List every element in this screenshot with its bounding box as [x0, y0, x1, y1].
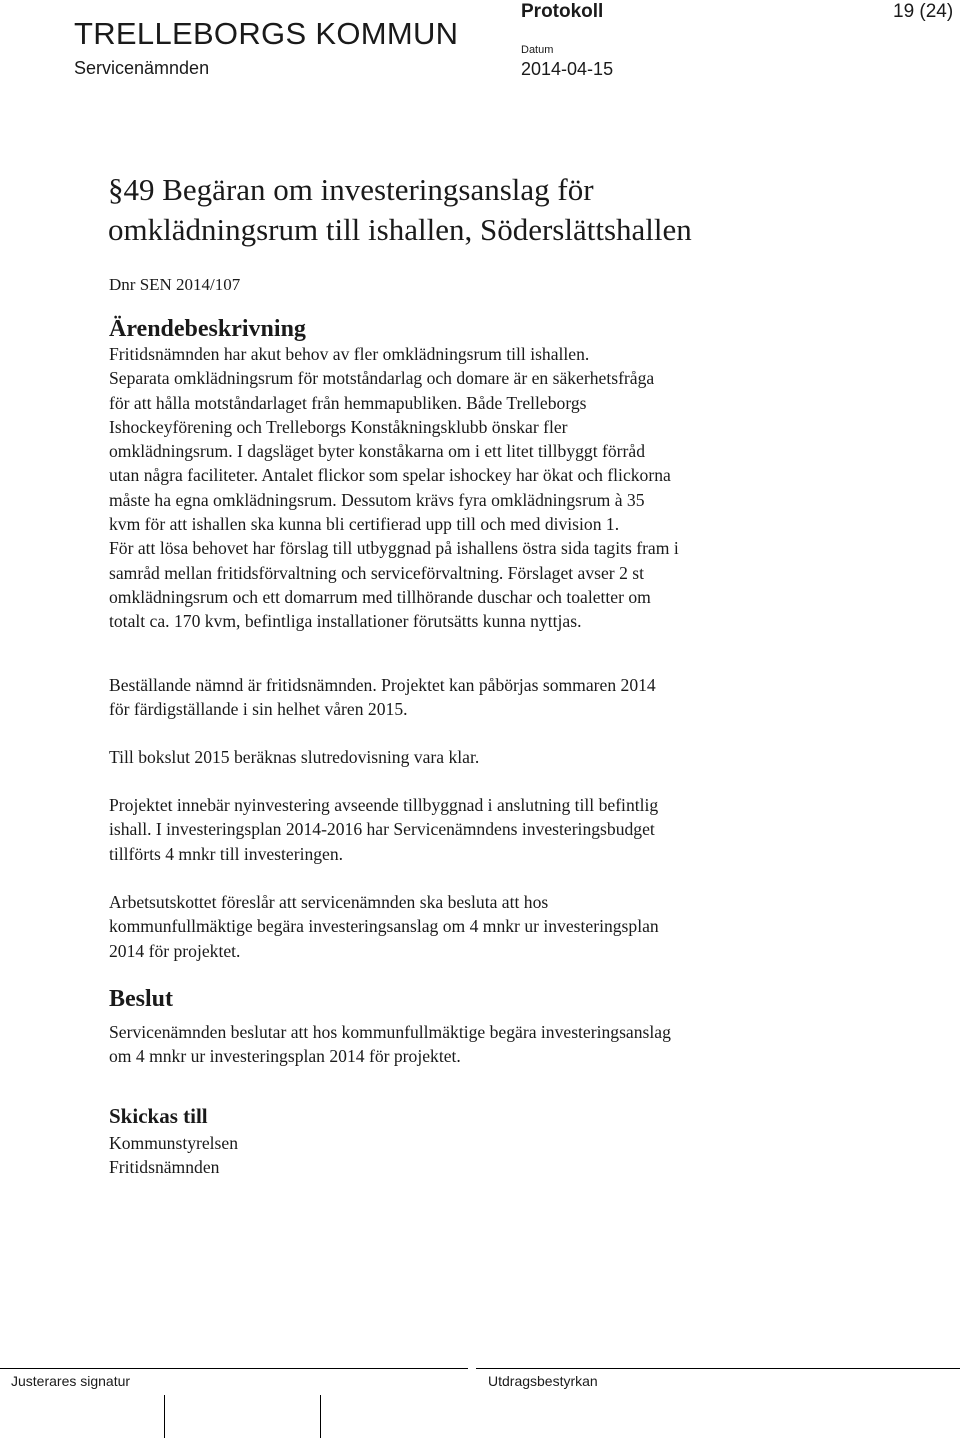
title-line: §49 Begäran om investeringsanslag för [108, 172, 594, 207]
decision-text [109, 1020, 671, 1069]
signature-label: Justerares signatur [11, 1373, 131, 1389]
footer [0, 1368, 960, 1438]
footer-rule-left [0, 1368, 468, 1369]
text-line: 2014 för projektet. [109, 940, 241, 961]
recipient-list [109, 1131, 238, 1180]
paragraph [109, 342, 679, 634]
extract-label: Utdragsbestyrkan [488, 1373, 598, 1389]
signature-box-divider [320, 1395, 321, 1438]
page-number: 19 (24) [893, 1, 954, 22]
text-line: totalt ca. 170 kvm, befintliga installationer förutsätts kunna nyttjas. [109, 611, 582, 632]
text-line: måste ha egna omklädningsrum. Dessutom krävs fyra omklädningsrum à 35 [109, 489, 645, 510]
text-line: för färdigställande i sin helhet våren 2015. [109, 699, 408, 720]
paragraph [109, 745, 479, 769]
recipient: Kommunstyrelsen [109, 1133, 239, 1153]
text-line: kommunfullmäktige begära investeringsanslag om 4 mnkr ur investeringsplan [109, 916, 659, 937]
text-line: Arbetsutskottet föreslår att servicenämnden ska besluta att hos [109, 892, 549, 912]
text-line: Till bokslut 2015 beräknas slutredovisning vara klar. [109, 747, 480, 767]
text-line: kvm för att ishallen ska kunna bli certifierad upp till och med division 1. [109, 514, 620, 535]
paragraph [109, 673, 656, 722]
department-name: Servicenämnden [74, 58, 210, 78]
footer-rule-right [476, 1368, 960, 1369]
text-line: Servicenämnden beslutar att hos kommunfullmäktige begära investeringsanslag [109, 1022, 671, 1042]
title-line: omklädningsrum till ishallen, Söderslättshallen [108, 212, 692, 247]
document-type: Protokoll [521, 1, 604, 22]
text-line: omklädningsrum och ett domarrum med tillhörande duschar och toaletter om [109, 586, 651, 607]
signature-box-divider [164, 1395, 165, 1438]
text-line: samråd mellan fritidsförvaltning och serviceförvaltning. Förslaget avser 2 st [109, 562, 644, 583]
text-line: För att lösa behovet har förslag till utbyggnad på ishallens östra sida tagits fram i [109, 538, 679, 559]
text-line: Beställande nämnd är fritidsnämnden. Projektet kan påbörjas sommaren 2014 [109, 675, 656, 695]
recipient: Fritidsnämnden [109, 1157, 220, 1178]
text-line: Projektet innebär nyinvestering avseende tillbyggnad i anslutning till befintlig [109, 795, 659, 815]
text-line: om 4 mnkr ur investeringsplan 2014 för projektet. [109, 1046, 461, 1067]
text-line: Separata omklädningsrum för motståndarlag och domare är en säkerhetsfråga [109, 368, 655, 389]
text-line: Ishockeyförening och Trelleborgs Konståkningsklubb önskar fler [109, 416, 568, 437]
text-line: ishall. I investeringsplan 2014-2016 har Servicenämndens investeringsbudget [109, 819, 655, 840]
paragraph [109, 793, 658, 866]
send-to-heading: Skickas till [109, 1104, 208, 1128]
case-number: Dnr SEN 2014/107 [109, 275, 241, 294]
text-line: för att hålla motståndarlaget från hemmapubliken. Både Trelleborgs [109, 392, 587, 413]
text-line: omklädningsrum. I dagsläget byter konståkarna om i ett litet tillbyggt förråd [109, 441, 645, 462]
text-line: Fritidsnämnden har akut behov av fler omklädningsrum till ishallen. [109, 344, 590, 364]
organization-name: TRELLEBORGS KOMMUN [74, 16, 459, 51]
paragraph [109, 890, 659, 963]
decision-heading: Beslut [109, 986, 174, 1012]
date-label: Datum [521, 44, 554, 56]
text-line: tillförts 4 mnkr till investeringen. [109, 843, 344, 864]
date-value: 2014-04-15 [521, 59, 614, 79]
section-title [108, 170, 692, 250]
text-line: utan några faciliteter. Antalet flickor som spelar ishockey har ökat och flickorna [109, 465, 671, 486]
description-heading: Ärendebeskrivning [109, 316, 306, 342]
